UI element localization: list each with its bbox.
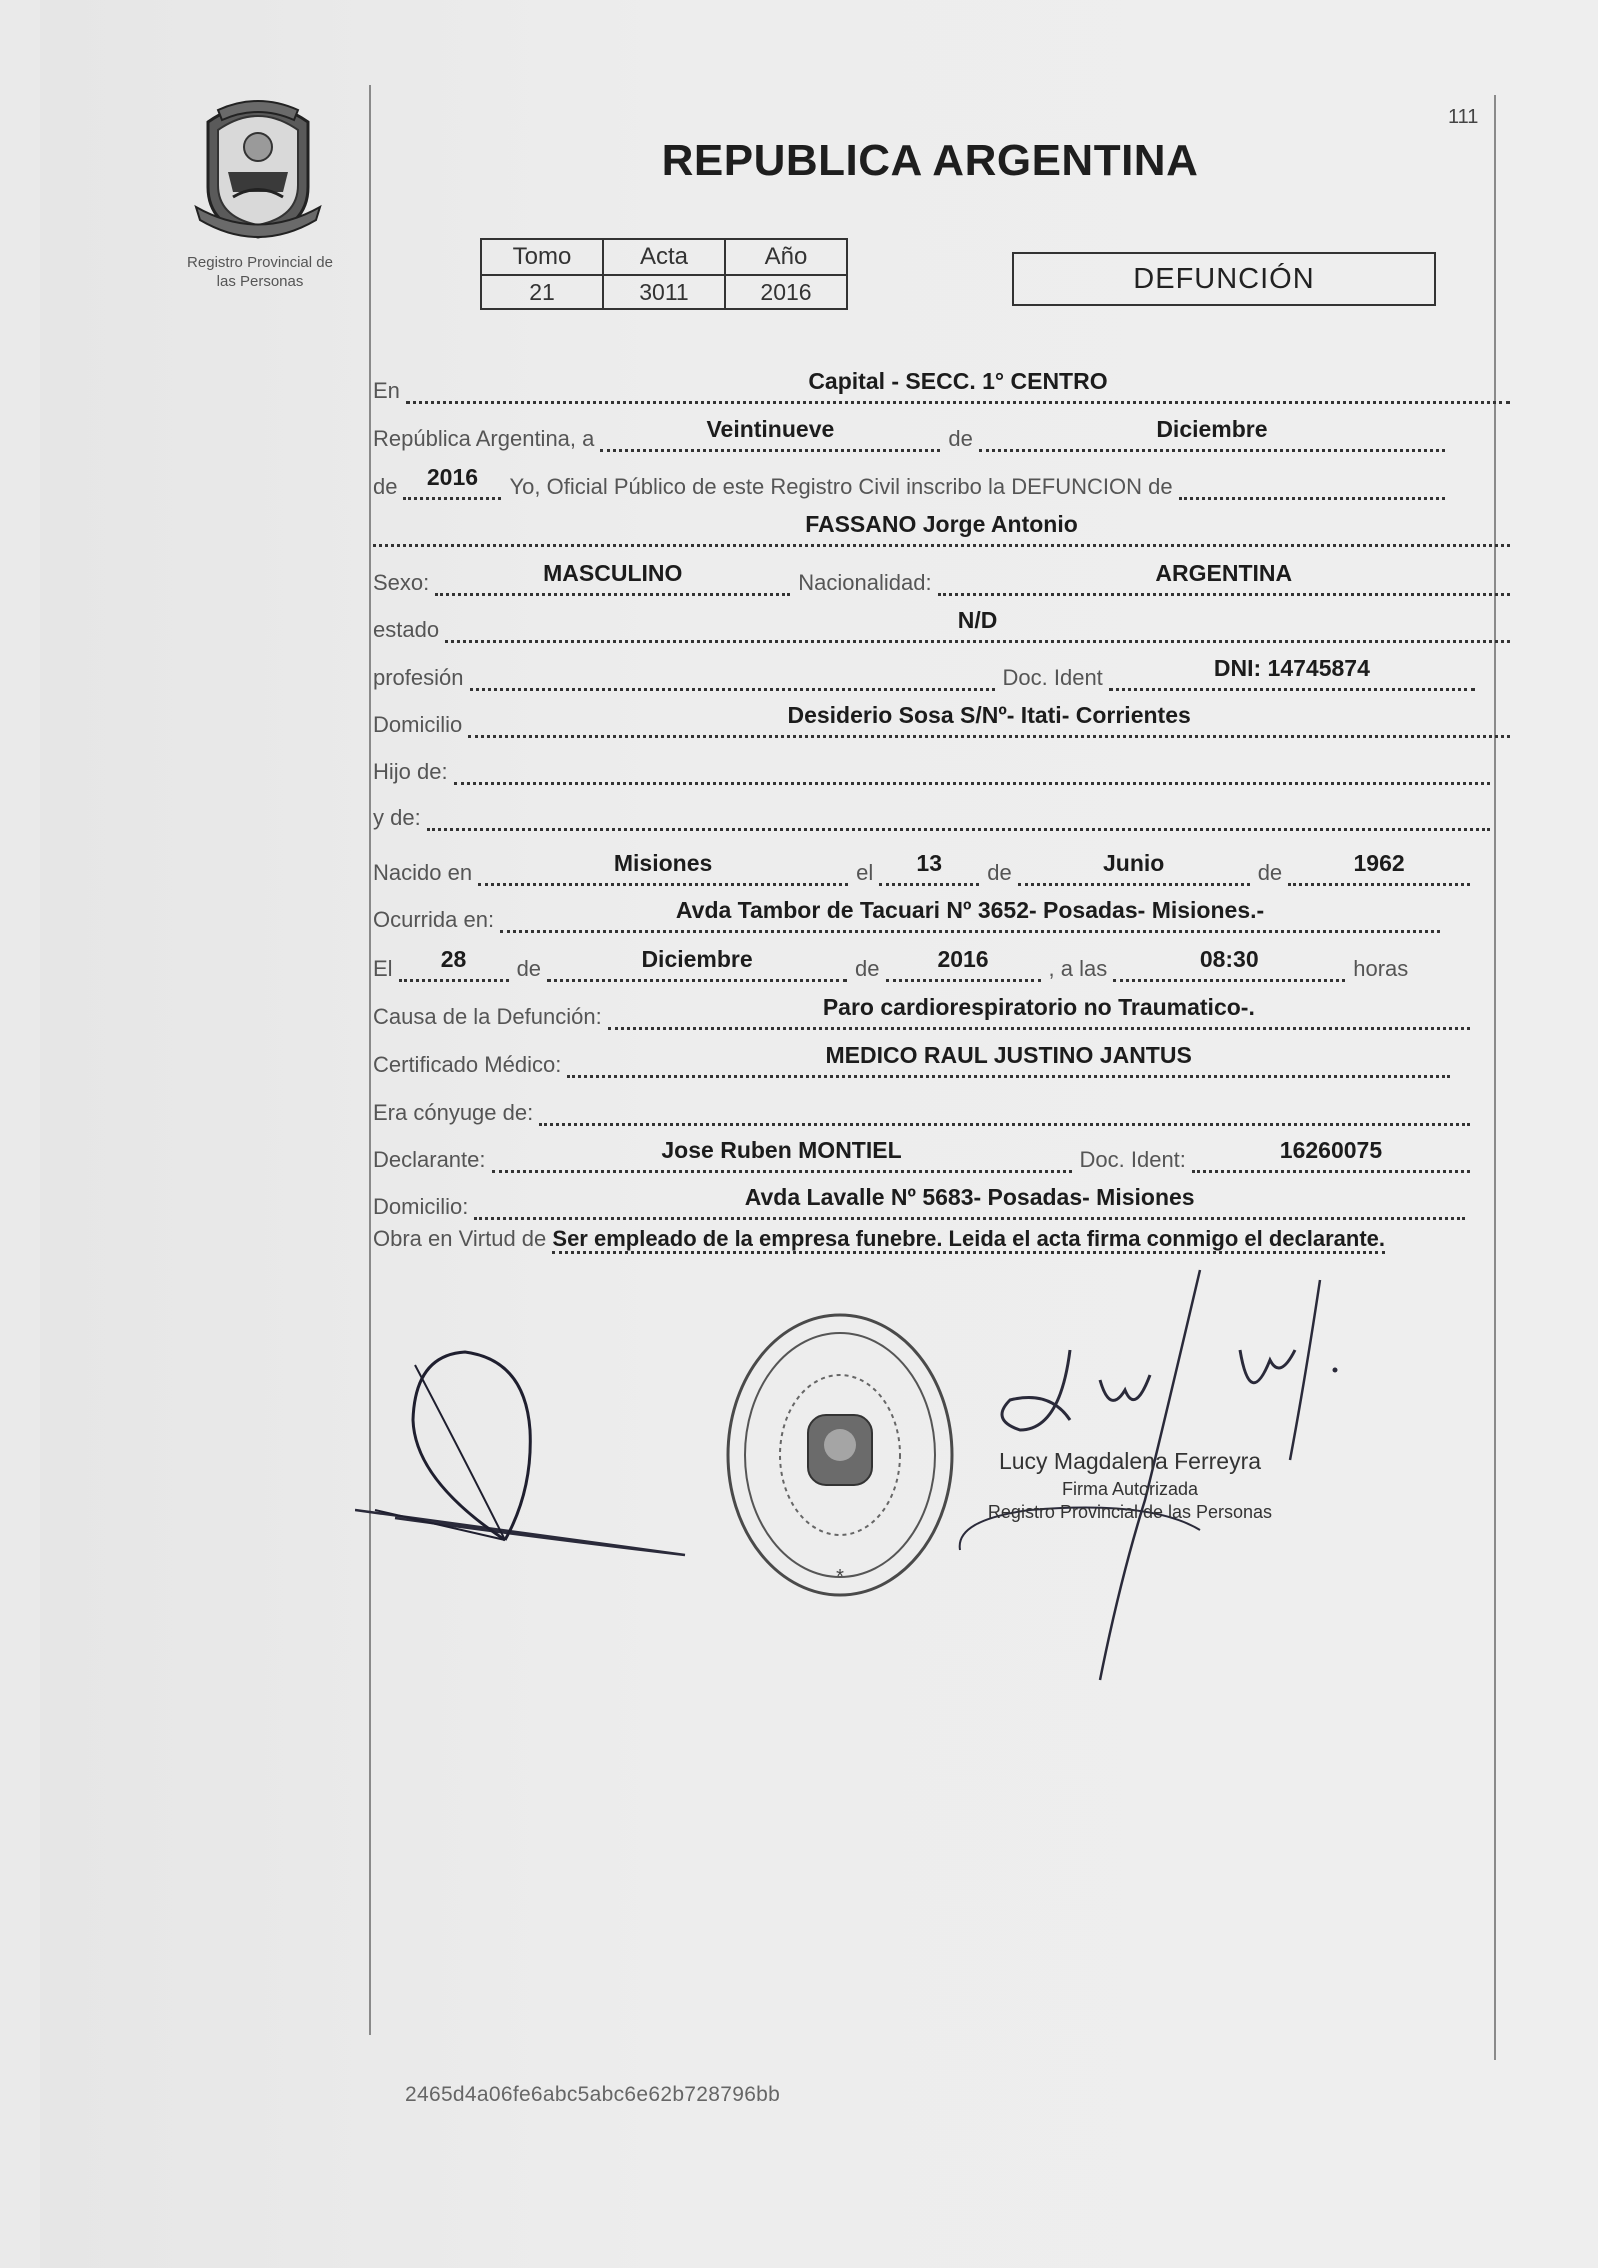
row-fecha [373, 412, 1453, 452]
causa-value: Paro cardiorespiratorio no Traumatico-. [822, 994, 1255, 1020]
nacido-anio: 1962 [1353, 850, 1405, 876]
year-label: de [373, 474, 398, 499]
row-certificado [373, 1038, 1458, 1078]
alas-label: , a las [1048, 956, 1108, 981]
row-domicilio-declarante [373, 1180, 1473, 1220]
obra-value: Ser empleado de la empresa funebre. Leida el acta firma conmigo el declarante. [552, 1226, 1385, 1254]
decl-doc-value: 16260075 [1279, 1137, 1383, 1163]
en-label: En [373, 378, 400, 403]
hijo-label: Hijo de: [373, 759, 448, 784]
certificado-label: Certificado Médico: [373, 1052, 562, 1077]
fall-mes: Diciembre [641, 946, 753, 972]
registry-line-1: Registro Provincial de [187, 254, 333, 271]
table-cell-anio: 2016 [725, 275, 847, 309]
causa-label: Causa de la Defunción: [373, 1004, 602, 1029]
nacido-lugar: Misiones [613, 850, 713, 876]
table-cell-acta: 3011 [603, 275, 725, 309]
en-value: Capital - SECC. 1° CENTRO [808, 368, 1108, 394]
obra-label: Obra en Virtud de [373, 1226, 547, 1251]
yde-label: y de: [373, 805, 421, 830]
el-label: el [856, 860, 874, 885]
estado-label: estado [373, 617, 440, 642]
page-title: REPUBLICA ARGENTINA [661, 136, 1199, 185]
table-header-tomo: Tomo [481, 239, 603, 275]
day-text: Veintinueve [706, 416, 835, 442]
registry-caption [160, 253, 360, 291]
conyuge-label: Era cónyuge de: [373, 1100, 534, 1125]
el2-label: El [373, 956, 393, 981]
declarante-label: Declarante: [373, 1147, 486, 1172]
nacionalidad-value: ARGENTINA [1155, 560, 1293, 586]
row-sexo [373, 556, 1518, 596]
horas-label: horas [1353, 956, 1409, 981]
row-domicilio [373, 698, 1518, 738]
nacido-de-1: de [987, 860, 1012, 885]
nacionalidad-label: Nacionalidad: [798, 570, 932, 595]
row-en [373, 364, 1518, 404]
row-profesion [373, 651, 1483, 691]
ocurrida-value: Avda Tambor de Tacuari Nº 3652- Posadas- Misiones.- [675, 897, 1265, 923]
row-fallecimiento [373, 942, 1538, 982]
certificado-value: MEDICO RAUL JUSTINO JANTUS [825, 1042, 1192, 1068]
row-declarante [373, 1133, 1478, 1173]
nacido-label: Nacido en [373, 860, 473, 885]
provincial-crest-icon [188, 92, 328, 242]
estado-value: N/D [957, 607, 998, 633]
ocurrida-label: Ocurrida en: [373, 907, 495, 932]
doc-value: DNI: 14745874 [1213, 655, 1370, 681]
official-seal-icon [720, 1305, 960, 1605]
row-hijo [373, 745, 1498, 785]
profesion-label: profesión [373, 665, 464, 690]
domicilio-label: Domicilio [373, 712, 463, 737]
fall-anio: 2016 [937, 946, 989, 972]
signer-caption: Firma Autorizada [1061, 1479, 1199, 1499]
nacido-de-2: de [1257, 860, 1283, 885]
yo-text: Yo, Oficial Público de este Registro Civil inscribo la DEFUNCION de [509, 474, 1173, 499]
row-nacido [373, 846, 1478, 886]
declarante-value: Jose Ruben MONTIEL [661, 1137, 902, 1163]
registry-line-2: las Personas [216, 273, 304, 290]
row-conyuge [373, 1086, 1478, 1126]
left-margin-line [369, 85, 371, 2035]
domicilio2-label: Domicilio: [373, 1194, 469, 1219]
page-number: 111 [1448, 106, 1479, 128]
document-hash: 2465d4a06fe6abc5abc6e62b728796bb [405, 2083, 781, 2106]
record-table [480, 238, 848, 310]
domicilio2-value: Avda Lavalle Nº 5683- Posadas- Misiones [744, 1184, 1195, 1210]
fall-de-1: de [516, 956, 542, 981]
domicilio-value: Desiderio Sosa S/Nº- Itati- Corrientes [787, 702, 1191, 728]
row-estado [373, 603, 1518, 643]
nacido-dia: 13 [916, 850, 942, 876]
fall-hora: 08:30 [1199, 946, 1259, 972]
year-value: 2016 [426, 464, 479, 490]
declarant-signature [355, 1340, 695, 1570]
month-text: Diciembre [1156, 416, 1268, 442]
signature-block [980, 1448, 1280, 1523]
sexo-value: MASCULINO [543, 560, 683, 586]
row-yde [373, 791, 1498, 831]
signer-name: Lucy Magdalena Ferreyra [998, 1448, 1262, 1474]
row-ocurrida [373, 893, 1448, 933]
record-type-box: DEFUNCIÓN [1012, 252, 1436, 306]
row-year [373, 460, 1453, 500]
table-header-anio: Año [725, 239, 847, 275]
doc-label: Doc. Ident [1002, 665, 1103, 690]
nacido-mes: Junio [1103, 850, 1165, 876]
deceased-name: FASSANO Jorge Antonio [805, 511, 1078, 537]
fall-dia: 28 [440, 946, 467, 972]
signer-registry: Registro Provincial de las Personas [987, 1502, 1273, 1522]
table-cell-tomo: 21 [481, 275, 603, 309]
table-header-acta: Acta [603, 239, 725, 275]
sexo-label: Sexo: [373, 570, 430, 595]
row-causa [373, 990, 1478, 1030]
republica-label: República Argentina, a [373, 426, 595, 451]
row-name [373, 507, 1518, 547]
decl-doc-label: Doc. Ident: [1079, 1147, 1186, 1172]
de-label: de [948, 426, 973, 451]
fall-de-2: de [855, 956, 880, 981]
svg-text:*: * [836, 1566, 844, 1588]
